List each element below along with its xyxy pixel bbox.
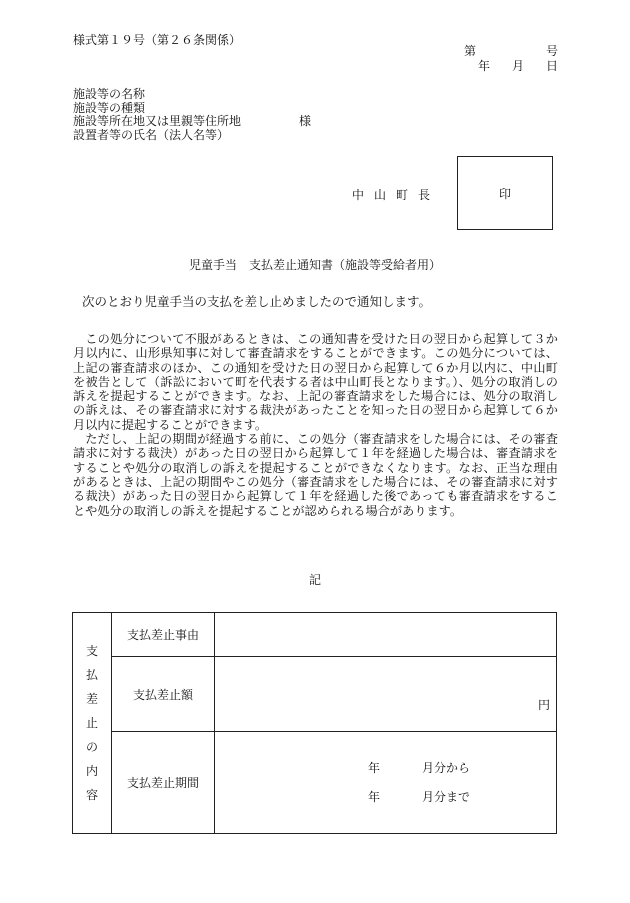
period-label: 支払差止期間: [112, 732, 215, 834]
period-to: [368, 788, 470, 805]
period-field[interactable]: [215, 732, 557, 834]
appeal-notice: [73, 332, 558, 518]
ki-marker: 記: [308, 573, 321, 587]
side-header-char: 内: [85, 763, 98, 778]
addressee-block: [73, 87, 312, 142]
amount-field[interactable]: [215, 657, 557, 732]
side-header: [73, 613, 112, 834]
lead-sentence: 次のとおり児童手当の支払を差し止めましたので通知します。: [82, 294, 432, 309]
document-number: 第 号: [463, 44, 558, 58]
period-from: [368, 759, 470, 776]
side-header-char: 払: [85, 667, 98, 682]
reason-label: 支払差止事由: [112, 613, 215, 657]
period-to-month: 月分まで: [422, 790, 471, 804]
notice-paragraph: この処分について不服があるときは、この通知書を受けた日の翌日から起算して３か月以内に、山形県知事に対して審査請求をすることができます。この処分については、上記の審査請求のほか、この通知を受けた日の翌日から起算して６か月以内に、中山町を被告として（訴訟において町を代表する者は中山町長となります。）、処分の取消しの訴えを提起することができます。なお、上記の審査請求をした場合には、処分の取消しの訴えは、その審査請求に対する裁決があったことを知った日の翌日から起算して６か月以内に提起することができます。: [73, 332, 558, 432]
side-header-char: 止: [85, 715, 98, 730]
suspension-detail-table: [72, 612, 557, 834]
document-title: 児童手当 支払差止通知書（施設等受給者用）: [188, 258, 441, 272]
document-number-date: [464, 44, 558, 74]
addressee-owner-name: 設置者等の氏名（法人名等）: [73, 127, 230, 142]
issue-date: 年 月 日: [477, 59, 558, 73]
seal-mark: 印: [498, 186, 511, 201]
yen-unit: 円: [537, 698, 550, 712]
reason-field[interactable]: [215, 613, 557, 657]
form-number: 様式第１９号（第２６条関係）: [73, 33, 242, 47]
amount-label: 支払差止額: [112, 657, 215, 732]
addressee-facility-name: 施設等の名称: [73, 87, 146, 101]
notice-paragraph: ただし、上記の期間が経過する前に、この処分（審査請求をした場合には、その審査請求に対する裁決）があった日の翌日から起算して１年を経過した場合は、審査請求をすることや処分の取消しの訴えを提起することができなくなります。なお、正当な理由があるときは、上記の期間やこの処分（審査請求をした場合には、その審査請求に対する裁決）があった日の翌日から起算して１年を経過した後であっても審査請求をすることや処分の取消しの訴えを提起することが認められる場合があります。: [73, 432, 558, 518]
issuer-title: 中山町長: [352, 188, 441, 202]
side-header-char: 差: [85, 691, 98, 706]
side-header-char: の: [85, 739, 98, 754]
side-header-char: 容: [85, 787, 98, 802]
side-header-char: 支: [85, 643, 98, 658]
period-from-year: 年: [368, 761, 381, 775]
addressee-facility-type: 施設等の種類: [73, 100, 146, 115]
honorific: 様: [299, 114, 312, 128]
seal-box: [457, 156, 553, 230]
period-from-month: 月分から: [422, 761, 471, 775]
period-to-year: 年: [368, 790, 381, 804]
addressee-address: 施設等所在地又は里親等住所地: [73, 114, 242, 128]
